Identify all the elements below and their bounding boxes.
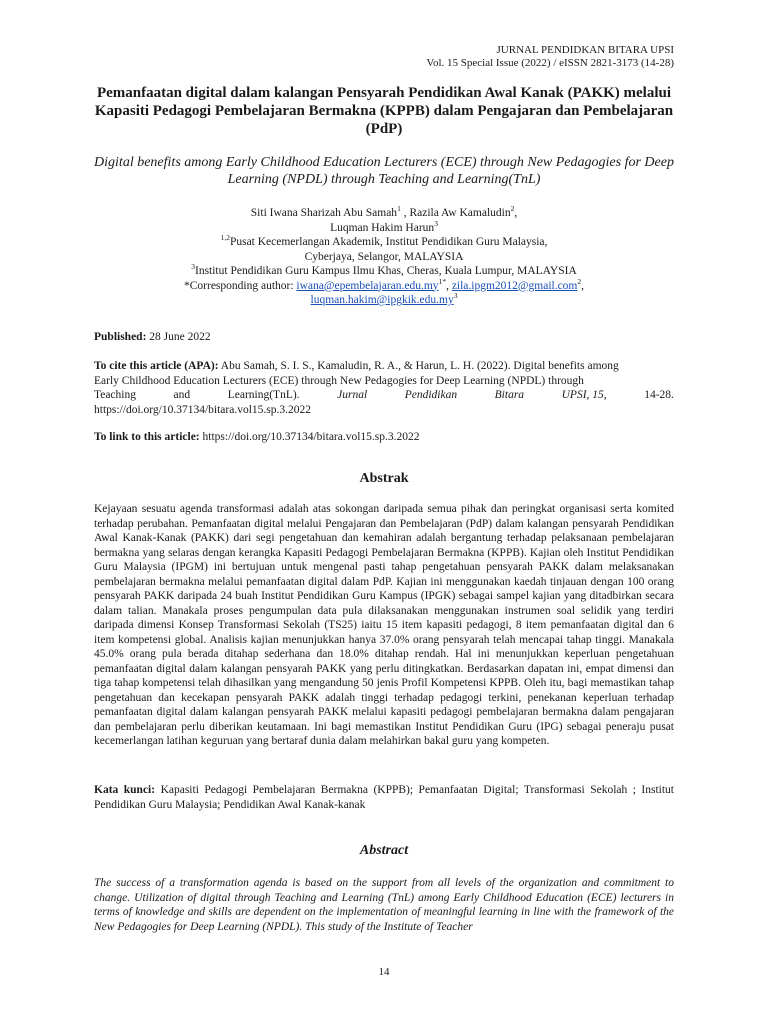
keywords-text: Kapasiti Pedagogi Pembelajaran Bermakna (KPPB); Pemanfaatan Digital; Transformasi Sekolah ; Institut Pendidikan Guru Malaysia; Pendidikan Awal Kanak-kanak	[94, 784, 675, 811]
affiliation-1	[94, 235, 674, 250]
author-name: Luqman Hakim Harun	[330, 221, 435, 234]
citation-doi[interactable]: https://doi.org/10.37134/bitara.vol15.sp.3.2022	[94, 403, 312, 416]
abstrak-body: Kejayaan sesuatu agenda transformasi adalah atas sokongan daripada semua pihak dan peringkat organisasi serta komited terhadap perubahan. Pemanfaatan digital melalui Pengajaran dan Pembelajaran (PdP) dalam kalangan pensyarah Pendidikan Awal Kanak-Kanak (PAKK) dari segi pengetahuan dan kemahiran adalah bergantung terhadap pelaksanaan pembelajaran bermakna yang selaras dengan kerangka Kapasiti Pedagogi Pembelajaran Bermakna (KPPB). Kajian oleh Institut Pendidikan Guru Malaysia (IPGM) ini bertujuan untuk mengenal pasti tahap pengetahuan pensyarah PAKK dalam melaksanakan pembelajaran bermakna melalui pemanfaatan digital dalam PdP. Kajian ini menggunakan kaedah tinjauan dengan 100 orang pensyarah PAKK daripada 24 buah Institut Pendidikan Guru Kampus (IPGK) sebagai sampel kajian yang ditadbirkan secara dalam talian. Manakala proses pengumpulan data pula dilaksanakan menggunakan instrumen soal selidik yang terdiri daripada dimensi Konsep Transformasi Sekolah (TS25) iaitu 15 item kapasiti pedagogi, 8 item pemanfaatan digital dan 6 item kompetensi global. Analisis kajian menunjukkan hanya 37.0% orang pensyarah telah mencapai tahap tinggi. Manakala 45.0% orang pula berada ditahap sederhana dan 18.0% ditahap rendah. Hal ini menunjukkan keperluan pengetahuan pemanfaatan digital dalam kalangan pensyarah PAKK yang perlu ditingkatkan. Berdasarkan dapatan ini, empat dimensi dan tiga tahap kompetensi telah dihasilkan yang mengandung 50 jenis Profil Kompetensi KPPB. Oleh itu, bagi memastikan tahap pengetahuan dan kecekapan pensyarah PAKK adalah tinggi terhadap pedagogi terkini, penekanan keperluan terhadap pemanfaatan digital dalam kalangan pensyarah PAKK melalui kapasiti pedagogi pembelajaran bermakna dalam pengajaran dan pembelajaran perlu diberikan keutamaan. Ini bagi memastikan Institut Pendidikan Guru (IPG) sebagai peneraju pusat kecemerlangan latihan keguruan yang bertaraf dunia dalam melahirkan bakal guru yang kompeten.	[94, 503, 674, 747]
citation-word: Learning(TnL).	[227, 389, 300, 401]
email-sup: 1*	[438, 276, 447, 286]
corresponding-line: *Corresponding author: $iwana@epembelajaran.edu.my^{1*}$, zila.ipgm2012@gmail.com$^2$,	[183, 276, 585, 292]
author-sup: 1	[397, 204, 401, 214]
author-block	[94, 206, 674, 308]
published-label: Published:	[94, 331, 147, 343]
citation-text-1: Abu Samah, S. I. S., Kamaludin, R. A., & Harun, L. H. (2022). Digital benefits among	[220, 360, 619, 372]
citation-word: 14-28.	[644, 389, 674, 401]
author-sup: 2	[510, 204, 515, 214]
email-link-2[interactable]: zila.ipgm2012@gmail.com	[451, 279, 578, 292]
author-line-2	[94, 218, 674, 236]
citation-word: Jurnal	[337, 389, 368, 401]
affiliation-text: Pusat Kecemerlangan Akademik, Institut Pendidikan Guru Malaysia,	[229, 236, 548, 248]
published-date: 28 June 2022	[149, 331, 211, 343]
email-sup: 2	[577, 276, 582, 286]
citation-line-1	[94, 359, 674, 374]
link-label: To link to this article:	[94, 431, 200, 443]
link-url[interactable]: https://doi.org/10.37134/bitara.vol15.sp.3.2022	[202, 431, 420, 443]
journal-name: JURNAL PENDIDKAN BITARA UPSI	[496, 44, 674, 56]
journal-header	[426, 44, 674, 70]
author-name: Razila Aw Kamaludin	[409, 207, 511, 219]
affiliation-1-cont: Cyberjaya, Selangor, MALAYSIA	[304, 250, 464, 263]
citation-word: and	[173, 389, 191, 401]
abstrak-heading: Abstrak	[359, 471, 409, 486]
affiliation-text: Institut Pendidikan Guru Kampus Ilmu Khas, Cheras, Kuala Lumpur, MALAYSIA	[194, 265, 577, 277]
citation-line-3	[94, 388, 674, 403]
email-link-1[interactable]: iwana@epembelajaran.edu.my	[296, 279, 439, 292]
citation-word: Pendidikan	[404, 389, 458, 401]
journal-volume: Vol. 15 Special Issue (2022) / eISSN 2821-3173 (14-28)	[426, 57, 674, 69]
author-sup: 3	[434, 218, 438, 228]
published-line	[94, 330, 674, 345]
keywords	[94, 783, 674, 812]
citation-word: Teaching	[94, 389, 136, 401]
affiliation-sup: 3	[191, 262, 195, 272]
link-line	[94, 430, 674, 445]
page-number: 14	[378, 966, 390, 978]
keywords-label: Kata kunci:	[94, 784, 156, 796]
author-line-1: Siti Iwana Sharizah Abu Samah$^1$ , Razila Aw Kamaludin$^2$,	[250, 204, 518, 219]
affiliation-sup: 1,2	[220, 233, 230, 243]
corresponding-line-2	[94, 293, 674, 308]
abstract-body: The success of a transformation agenda is based on the support from all levels of the organization and commitment to change. Utilization of digital through Teaching and Learning (TnL) among Early Childhood Education (ECE) lecturers in terms of knowledge and skills are dependent on the implementation of meaningful learning in line with the framework of the New Pedagogies for Deep Learning (NPDL). This study of the Institute of Teacher	[94, 877, 674, 933]
email-link-3[interactable]: luqman.hakim@ipgkik.edu.my	[310, 294, 454, 306]
email-sup: 3	[453, 291, 458, 301]
author-name: Siti Iwana Sharizah Abu Samah	[250, 207, 398, 219]
paper-title-english: Digital benefits among Early Childhood Education Lecturers (ECE) through New Pedagogies for Deep Learning (NPDL) through Teaching and Learning(TnL)	[94, 155, 674, 187]
affiliation-2	[94, 264, 674, 279]
corresponding-label: *Corresponding author:	[183, 279, 294, 292]
paper-title-malay: Pemanfaatan digital dalam kalangan Pensyarah Pendidikan Awal Kanak (PAKK) melalui Kapasiti Pedagogi Pembelajaran Bermakna (KPPB) dalam Pengajaran dan Pembelajaran (PdP)	[94, 85, 674, 137]
citation-word: Bitara	[494, 389, 525, 401]
citation-label: To cite this article (APA):	[94, 360, 219, 372]
citation-line-2: Early Childhood Education Lecturers (ECE) through New Pedagogies for Deep Learning (NPDL) through	[94, 374, 584, 387]
abstract-heading: Abstract	[359, 843, 409, 858]
citation-block	[94, 359, 674, 417]
citation-word: UPSI, 15,	[561, 389, 607, 401]
